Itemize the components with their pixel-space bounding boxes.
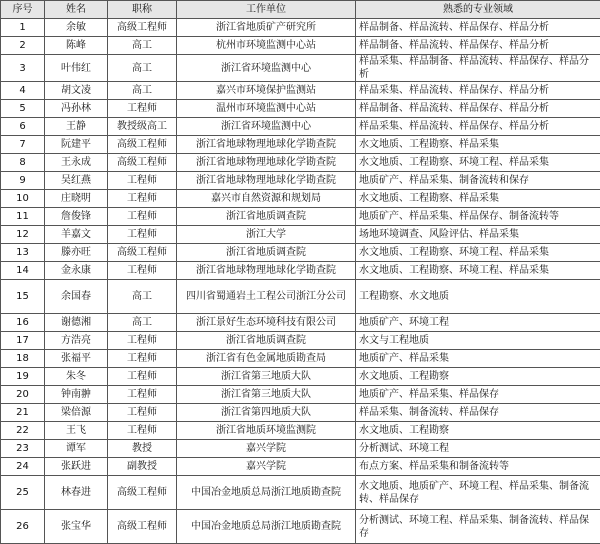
cell-name: 余国春 [45,280,108,314]
cell-name: 余敏 [45,19,108,37]
table-row [1,172,600,190]
cell-name: 张宝华 [45,510,108,544]
table-row [1,476,600,510]
cell-organization: 浙江省第三地质大队 [177,368,356,386]
header-index: 序号 [1,1,45,19]
cell-index: 26 [1,510,45,544]
cell-title: 工程师 [108,172,177,190]
cell-index: 4 [1,82,45,100]
cell-name: 张福平 [45,350,108,368]
cell-organization: 杭州市环境监测中心站 [177,37,356,55]
cell-expertise: 样品制备、样品流转、样品保存、样品分析 [356,19,600,37]
cell-index: 7 [1,136,45,154]
cell-title: 工程师 [108,422,177,440]
cell-index: 14 [1,262,45,280]
cell-name: 阮建平 [45,136,108,154]
table-row [1,510,600,544]
cell-organization: 温州市环境监测中心站 [177,100,356,118]
header-expertise: 熟悉的专业领域 [356,1,600,19]
table-row [1,136,600,154]
cell-name: 方浩亮 [45,332,108,350]
cell-organization: 嘉兴学院 [177,440,356,458]
cell-index: 10 [1,190,45,208]
table-body [1,19,600,544]
cell-organization: 浙江省地球物理地球化学勘查院 [177,154,356,172]
cell-organization: 浙江省地质调查院 [177,244,356,262]
cell-organization: 中国冶金地质总局浙江地质勘查院 [177,510,356,544]
cell-organization: 四川省蜀通岩土工程公司浙江分公司 [177,280,356,314]
cell-title: 工程师 [108,190,177,208]
cell-name: 王永成 [45,154,108,172]
table-row [1,244,600,262]
cell-title: 高工 [108,280,177,314]
cell-organization: 浙江景好生态环境科技有限公司 [177,314,356,332]
cell-name: 王静 [45,118,108,136]
cell-index: 12 [1,226,45,244]
cell-expertise: 样品制备、样品流转、样品保存、样品分析 [356,100,600,118]
cell-index: 17 [1,332,45,350]
cell-title: 教授 [108,440,177,458]
cell-index: 8 [1,154,45,172]
table-row [1,82,600,100]
cell-name: 冯孙林 [45,100,108,118]
cell-title: 高级工程师 [108,136,177,154]
cell-name: 詹俊锋 [45,208,108,226]
cell-title: 高工 [108,314,177,332]
cell-expertise: 样品采集、样品制备、样品流转、样品保存、样品分析 [356,55,600,82]
cell-index: 15 [1,280,45,314]
cell-title: 高级工程师 [108,244,177,262]
cell-organization: 浙江省第三地质大队 [177,386,356,404]
cell-name: 滕亦旺 [45,244,108,262]
cell-index: 13 [1,244,45,262]
cell-expertise: 水文地质、工程勘察 [356,422,600,440]
cell-organization: 浙江大学 [177,226,356,244]
cell-expertise: 场地环境调查、风险评估、样品采集 [356,226,600,244]
cell-index: 23 [1,440,45,458]
cell-index: 18 [1,350,45,368]
table-row [1,422,600,440]
cell-index: 1 [1,19,45,37]
table-row [1,314,600,332]
cell-title: 工程师 [108,368,177,386]
cell-name: 陈峰 [45,37,108,55]
cell-expertise: 地质矿产、样品采集、样品保存 [356,386,600,404]
cell-name: 金永康 [45,262,108,280]
cell-index: 19 [1,368,45,386]
table-row [1,440,600,458]
cell-name: 吴红燕 [45,172,108,190]
table-row [1,190,600,208]
cell-expertise: 分析测试、环境工程 [356,440,600,458]
cell-name: 羊嘉文 [45,226,108,244]
table-row [1,458,600,476]
cell-organization: 浙江省地球物理地球化学勘查院 [177,172,356,190]
cell-name: 谭军 [45,440,108,458]
cell-title: 高工 [108,82,177,100]
cell-name: 梁倍源 [45,404,108,422]
cell-name: 朱冬 [45,368,108,386]
cell-organization: 浙江省地质环境监测院 [177,422,356,440]
cell-organization: 嘉兴学院 [177,458,356,476]
cell-name: 胡文凌 [45,82,108,100]
cell-organization: 浙江省第四地质大队 [177,404,356,422]
cell-name: 张跃进 [45,458,108,476]
table-row [1,226,600,244]
cell-title: 教授级高工 [108,118,177,136]
cell-title: 高级工程师 [108,154,177,172]
cell-expertise: 水文地质、工程勘察 [356,368,600,386]
cell-index: 9 [1,172,45,190]
cell-title: 工程师 [108,262,177,280]
cell-title: 副教授 [108,458,177,476]
cell-name: 王飞 [45,422,108,440]
table-row [1,37,600,55]
cell-expertise: 水文与工程地质 [356,332,600,350]
table-row [1,350,600,368]
cell-title: 工程师 [108,386,177,404]
table-row [1,19,600,37]
header-title: 职称 [108,1,177,19]
cell-title: 高级工程师 [108,476,177,510]
cell-organization: 浙江省地质矿产研究所 [177,19,356,37]
cell-organization: 浙江省地质调查院 [177,332,356,350]
table-row [1,154,600,172]
cell-organization: 浙江省地球物理地球化学勘查院 [177,262,356,280]
cell-index: 6 [1,118,45,136]
cell-expertise: 水文地质、工程勘察、样品采集 [356,190,600,208]
cell-organization: 中国冶金地质总局浙江地质勘查院 [177,476,356,510]
cell-organization: 浙江省环境监测中心 [177,118,356,136]
cell-expertise: 布点方案、样品采集和制备流转等 [356,458,600,476]
cell-title: 工程师 [108,208,177,226]
cell-title: 工程师 [108,226,177,244]
cell-title: 工程师 [108,100,177,118]
table-row [1,368,600,386]
cell-expertise: 样品制备、样品流转、样品保存、样品分析 [356,37,600,55]
cell-index: 22 [1,422,45,440]
cell-index: 21 [1,404,45,422]
table-row [1,262,600,280]
table-row [1,386,600,404]
cell-index: 25 [1,476,45,510]
table-row [1,55,600,82]
table-row [1,332,600,350]
cell-expertise: 地质矿产、环境工程 [356,314,600,332]
cell-expertise: 地质矿产、样品采集、制备流转和保存 [356,172,600,190]
cell-expertise: 水文地质、工程勘察、环境工程、样品采集 [356,244,600,262]
cell-index: 2 [1,37,45,55]
header-organization: 工作单位 [177,1,356,19]
cell-expertise: 样品采集、样品流转、样品保存、样品分析 [356,118,600,136]
cell-title: 高级工程师 [108,510,177,544]
cell-title: 高级工程师 [108,19,177,37]
cell-index: 24 [1,458,45,476]
cell-expertise: 水文地质、工程勘察、环境工程、样品采集 [356,262,600,280]
table-row [1,100,600,118]
cell-expertise: 分析测试、环境工程、样品采集、制备流转、样品保存 [356,510,600,544]
cell-index: 5 [1,100,45,118]
cell-index: 20 [1,386,45,404]
table-row [1,404,600,422]
cell-index: 16 [1,314,45,332]
cell-name: 钟南翀 [45,386,108,404]
cell-index: 11 [1,208,45,226]
cell-organization: 浙江省地质调查院 [177,208,356,226]
cell-organization: 浙江省地球物理地球化学勘查院 [177,136,356,154]
cell-organization: 浙江省环境监测中心 [177,55,356,82]
cell-name: 林春进 [45,476,108,510]
table-header-row [1,1,600,19]
cell-title: 工程师 [108,350,177,368]
cell-expertise: 样品采集、制备流转、样品保存 [356,404,600,422]
header-name: 姓名 [45,1,108,19]
cell-expertise: 地质矿产、样品采集、样品保存、制备流转等 [356,208,600,226]
cell-title: 工程师 [108,404,177,422]
cell-expertise: 水文地质、工程勘察、环境工程、样品采集 [356,154,600,172]
cell-organization: 嘉兴市自然资源和规划局 [177,190,356,208]
cell-organization: 嘉兴市环境保护监测站 [177,82,356,100]
cell-expertise: 地质矿产、样品采集 [356,350,600,368]
table-row [1,118,600,136]
table-row [1,280,600,314]
cell-name: 叶伟红 [45,55,108,82]
cell-name: 庄晓明 [45,190,108,208]
cell-expertise: 样品采集、样品流转、样品保存、样品分析 [356,82,600,100]
cell-title: 高工 [108,55,177,82]
cell-expertise: 水文地质、地质矿产、环境工程、样品采集、制备流转、样品保存 [356,476,600,510]
cell-organization: 浙江省有色金属地质勘查局 [177,350,356,368]
cell-title: 高工 [108,37,177,55]
cell-expertise: 工程勘察、水文地质 [356,280,600,314]
cell-expertise: 水文地质、工程勘察、样品采集 [356,136,600,154]
cell-name: 谢德湘 [45,314,108,332]
cell-title: 工程师 [108,332,177,350]
cell-index: 3 [1,55,45,82]
table-row [1,208,600,226]
